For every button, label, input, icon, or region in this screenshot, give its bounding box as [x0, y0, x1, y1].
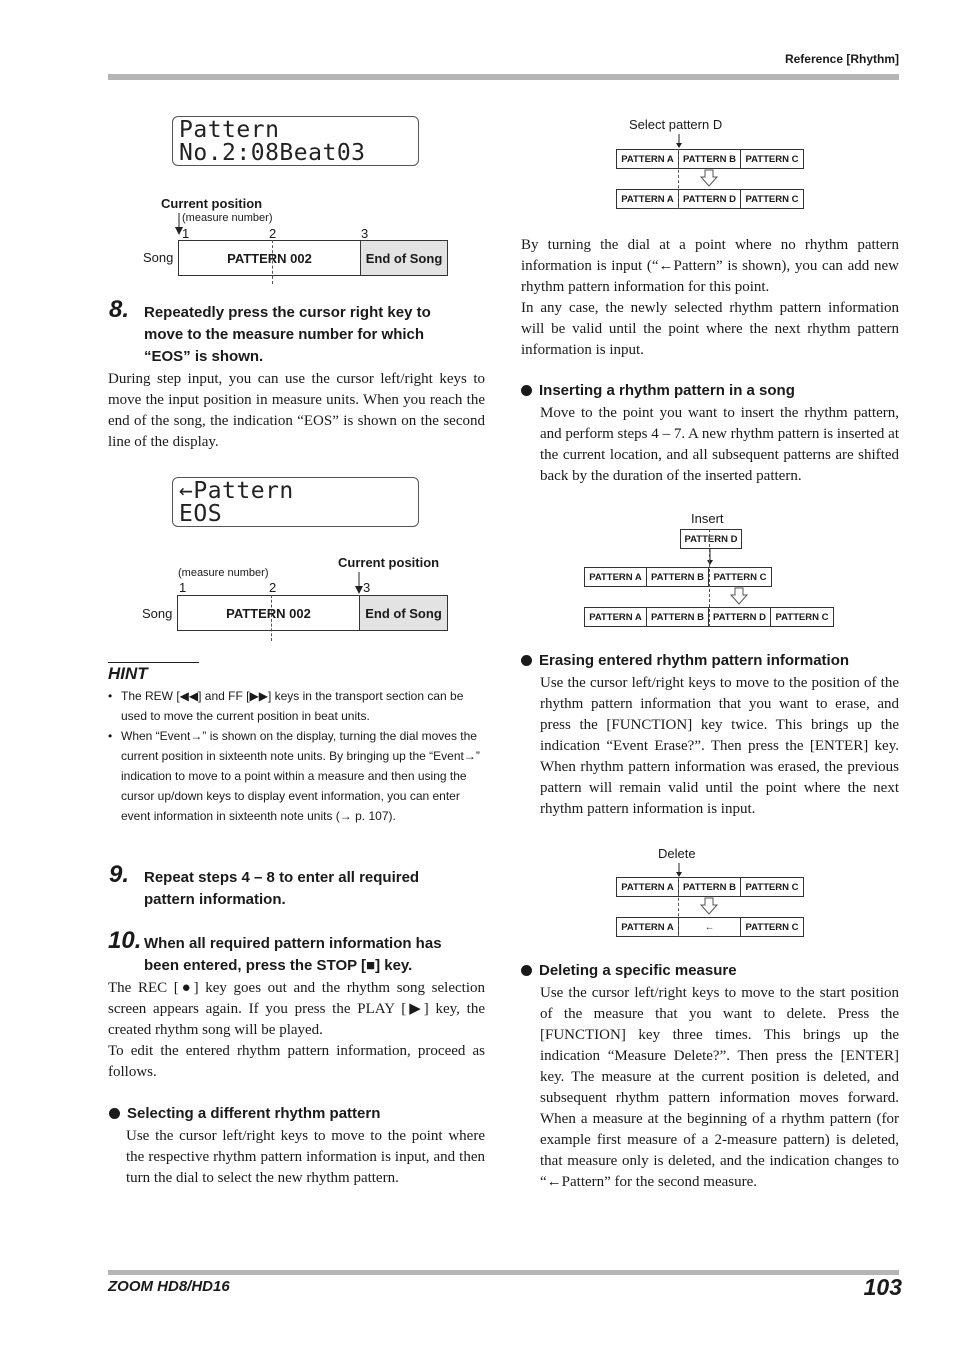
- insert-diagram: [584, 509, 839, 629]
- bullet-icon: [109, 1108, 120, 1119]
- pattern-row-after: [616, 917, 804, 937]
- transform-arrow-icon: [701, 898, 717, 915]
- step-number: 10.: [108, 927, 142, 954]
- section-heading-text: Deleting a specific measure: [539, 962, 737, 979]
- section-heading: [521, 652, 849, 669]
- step-body: [108, 978, 485, 1083]
- pattern-row-after: [616, 189, 804, 209]
- paragraph: In any case, the newly selected rhythm pattern information will be valid until the point where the next rhythm pattern information is input.: [521, 300, 899, 358]
- section-heading: [521, 382, 795, 399]
- step-title: Repeat steps 4 – 8 to enter all required pattern information.: [144, 869, 420, 908]
- step-title: Repeatedly press the cursor right key to move to the measure number for which “EOS” is shown.: [144, 304, 431, 365]
- pattern-cell: PATTERN 002: [179, 241, 361, 275]
- end-of-song-cell: End of Song: [361, 241, 447, 275]
- bullet-icon: [521, 965, 532, 976]
- step-number: 9.: [109, 861, 130, 888]
- pattern-cell: ←: [679, 918, 741, 936]
- measure-number-label: (measure number): [182, 212, 273, 224]
- bullet-dot: •: [108, 729, 113, 743]
- section-heading: [521, 962, 737, 979]
- pattern-row-before: [616, 149, 804, 169]
- position-diagram-2: [140, 555, 460, 645]
- tick-label: 1: [179, 580, 187, 595]
- section-body: Use the cursor left/right keys to move to the start position of the measure that you want to delete. Press the [FUNCTION] key three times. This brings up the indication “Measure Delete?”. Then press the [ENTER] key. The measure at the current position is deleted, and subsequent rhythm pattern information moves forward. When a measure at the beginning of a rhythm pattern (for example first measure of a 2-measure pattern) is deleted, that measure only is deleted, and the indication changes to “←Pattern” for the second measure.: [540, 985, 899, 1190]
- new-pattern: [680, 529, 742, 549]
- intro-text: [521, 235, 899, 361]
- pattern-cell: PATTERN A: [585, 568, 647, 586]
- pattern-row-before: [584, 567, 772, 587]
- bullet-dot: •: [108, 689, 113, 703]
- measure-divider: [271, 595, 272, 641]
- step-title: When all required pattern information has been entered, press the STOP [■] key.: [144, 935, 442, 974]
- section-heading-text: Erasing entered rhythm pattern information: [539, 652, 850, 669]
- tick-label: 3: [361, 226, 369, 241]
- song-label: Song: [143, 250, 174, 265]
- paragraph: By turning the dial at a point where no rhythm pattern information is input (“←Pattern” is shown), you can add new rhythm pattern information for this point.: [521, 237, 899, 295]
- pattern-cell: PATTERN D: [684, 533, 738, 545]
- lcd-line-2: No.2:08Beat03: [179, 140, 366, 166]
- lcd-display-2: [172, 477, 419, 527]
- pattern-cell: PATTERN A: [585, 608, 647, 626]
- pattern-cell: PATTERN A: [617, 878, 679, 896]
- step-number: 8.: [109, 296, 130, 323]
- section-heading: [109, 1105, 380, 1122]
- pattern-cell: PATTERN B: [647, 608, 709, 626]
- pattern-cell: PATTERN C: [745, 153, 799, 165]
- pattern-cell: PATTERN A: [617, 190, 679, 208]
- section-heading-text: Inserting a rhythm pattern in a song: [539, 382, 795, 399]
- select-pattern-diagram: [616, 115, 806, 210]
- song-track: [178, 240, 448, 276]
- section-body: Use the cursor left/right keys to move to the point where the respective rhythm pattern information is input, and then turn the dial to select the new rhythm pattern.: [126, 1128, 485, 1186]
- position-marker: [678, 877, 679, 937]
- transform-arrow-icon: [731, 588, 747, 605]
- current-position-label: Current position: [161, 196, 263, 211]
- hint-title: HINT: [108, 664, 148, 683]
- pattern-cell: PATTERN B: [679, 150, 741, 168]
- hint-item: [108, 726, 486, 826]
- pattern-cell: PATTERN C: [745, 881, 799, 893]
- pattern-cell: PATTERN B: [647, 568, 709, 586]
- bullet-icon: [521, 655, 532, 666]
- section-body: Move to the point you want to insert the rhythm pattern, and perform steps 4 – 7. A new rhythm pattern is inserted at the current location, and all subsequent patterns are shifted back by the duration of the inserted pattern.: [540, 405, 899, 484]
- hint-item-text: When “Event→” is shown on the display, turning the dial moves the current position in sixteenth note units. By bringing up the “Event→” indication to move to a point within a measure and then using the cursor up/down keys to display event information, you can enter event information in sixteenth note units (→ p. 107).: [121, 729, 480, 823]
- lcd-display-1: [172, 116, 419, 166]
- diagram-label: Delete: [658, 846, 696, 861]
- pattern-cell: PATTERN A: [617, 918, 679, 936]
- page-number: 103: [863, 1274, 902, 1300]
- tick-label: 2: [269, 226, 277, 241]
- paragraph: To edit the entered rhythm pattern information, proceed as follows.: [108, 1043, 485, 1080]
- hint-item-text: The REW [◀◀] and FF [▶▶] keys in the transport section can be used to move the current position in beat units.: [121, 689, 464, 723]
- down-arrow-icon: [674, 134, 684, 150]
- pattern-cell: PATTERN 002: [178, 596, 360, 630]
- pattern-cell: PATTERN D: [679, 190, 741, 208]
- pattern-cell: PATTERN A: [617, 150, 679, 168]
- bullet-icon: [521, 385, 532, 396]
- position-marker: [709, 529, 710, 627]
- current-position-label: Current position: [338, 555, 440, 570]
- hint-list: [108, 686, 486, 826]
- measure-divider: [272, 240, 273, 284]
- position-marker: [678, 149, 679, 209]
- diagram-label: Select pattern D: [629, 117, 723, 132]
- pattern-cell: PATTERN D: [709, 608, 771, 626]
- footer-rule: [108, 1270, 899, 1275]
- diagram-label: Insert: [691, 511, 724, 526]
- pattern-cell: PATTERN B: [679, 878, 741, 896]
- pattern-row-before: [616, 877, 804, 897]
- section-header: Reference [Rhythm]: [784, 52, 899, 66]
- pattern-cell: PATTERN C: [713, 571, 767, 583]
- pattern-cell: PATTERN C: [745, 921, 799, 933]
- lcd-line-2: EOS: [179, 501, 223, 527]
- end-of-song-cell: End of Song: [360, 596, 447, 630]
- position-diagram-1: [140, 194, 460, 284]
- transform-arrow-icon: [701, 170, 717, 187]
- step-body: During step input, you can use the cursor left/right keys to move the input position in measure units. When you reach the end of the song, the indication “EOS” is shown on the second line of the display.: [108, 371, 485, 450]
- hint-rule: [108, 662, 199, 663]
- down-arrow-icon: [705, 549, 715, 567]
- lcd-line-1: Pattern: [179, 117, 280, 143]
- delete-diagram: [616, 844, 806, 939]
- song-label: Song: [142, 606, 173, 621]
- footer-product: ZOOM HD8/HD16: [108, 1278, 230, 1295]
- tick-label: 1: [182, 226, 190, 241]
- section-body: Use the cursor left/right keys to move to the position of the rhythm pattern information that you want to erase, and press the [FUNCTION] key twice. This brings up the indication “Event Erase?”. Then press the [ENTER] key. When rhythm pattern information was erased, the previous pattern will remain valid until the point where the next rhythm pattern information is input.: [540, 675, 899, 817]
- tick-label: 3: [363, 580, 371, 595]
- tick-label: 2: [269, 580, 277, 595]
- song-track: [177, 595, 448, 631]
- pattern-cell: PATTERN C: [745, 193, 799, 205]
- measure-number-label: (measure number): [178, 567, 269, 579]
- section-heading-text: Selecting a different rhythm pattern: [127, 1105, 381, 1122]
- lcd-line-1: ←Pattern: [179, 478, 294, 504]
- paragraph: The REC [●] key goes out and the rhythm song selection screen appears again. If you press the PLAY [▶] key, the created rhythm song will be played.: [108, 980, 485, 1038]
- hint-item: [108, 686, 486, 726]
- header-rule: [108, 74, 899, 80]
- pattern-cell: PATTERN C: [775, 611, 829, 623]
